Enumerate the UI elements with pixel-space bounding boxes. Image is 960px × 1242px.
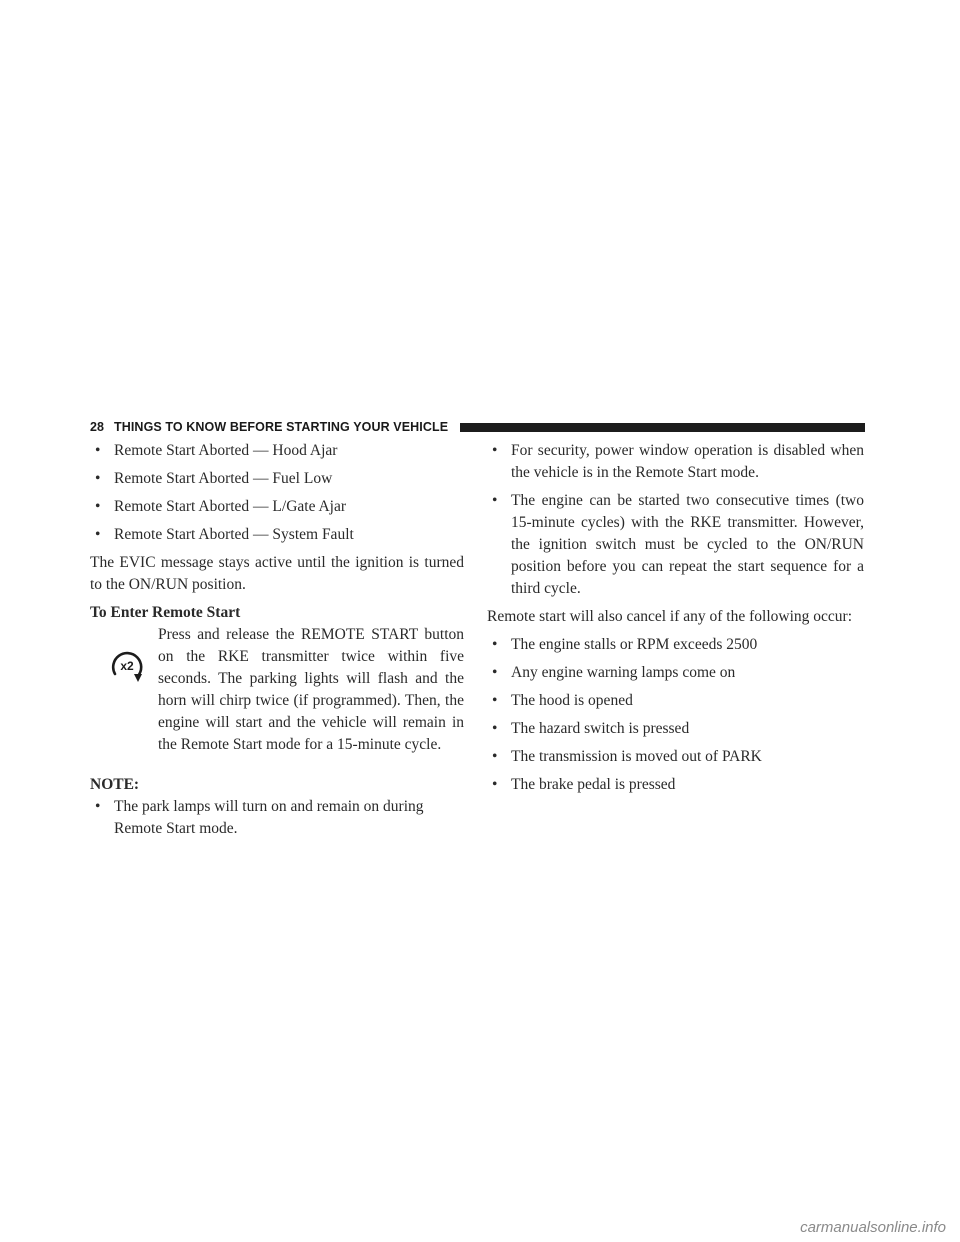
note-label: NOTE:: [90, 776, 140, 793]
bullet-item: • The engine can be started two consecutive times (two 15-minute cycles) with the RKE transmitter. However, the ignition switch must be cycled to the ON/RUN position before you can repeat the start sequence for a third cycle.: [492, 492, 864, 597]
bullet-item: • Remote Start Aborted — System Fault: [95, 526, 354, 543]
cancel-bullet-item: • The hood is opened: [492, 692, 633, 709]
remote-start-x2-icon: [107, 646, 147, 686]
header-rule: [460, 423, 865, 432]
bullet-item: • Remote Start Aborted — L/Gate Ajar: [95, 498, 347, 515]
evic-paragraph: The EVIC message stays active until the ignition is turned to the ON/RUN position.: [90, 554, 464, 593]
cancel-bullet-text: The brake pedal is pressed: [511, 776, 676, 793]
section-title: THINGS TO KNOW BEFORE STARTING YOUR VEHICLE: [114, 420, 449, 434]
note-bullet-text: The park lamps will turn on and remain on during Remote Start mode.: [114, 798, 424, 837]
remote-start-block: [90, 624, 464, 756]
cancel-bullet-text: Any engine warning lamps come on: [511, 664, 736, 681]
cancel-bullet-text: The transmission is moved out of PARK: [511, 748, 762, 765]
bullet-text: The engine can be started two consecutive times (two 15-minute cycles) with the RKE transmitter. However, the ignition switch must be cycled to the ON/RUN position before you can repeat the start sequence for a third cycle.: [511, 492, 864, 597]
cancel-bullet-item: • The brake pedal is pressed: [492, 776, 676, 793]
bullet-item: • Remote Start Aborted — Hood Ajar: [95, 442, 338, 459]
cancel-bullet-text: The hood is opened: [511, 692, 633, 709]
remote-start-text: Press and release the REMOTE START button on the RKE transmitter twice within five seconds. The parking lights will flash and the horn will chirp twice (if programmed). Then, the engine will start and the vehicle will remain in the Remote Start mode for a 15-minute cycle.: [158, 626, 464, 753]
bullet-item: • For security, power window operation is disabled when the vehicle is in the Remote Start mode.: [492, 442, 864, 481]
footer-watermark: carmanualsonline.info: [800, 1219, 946, 1236]
cancel-bullet-item: • The hazard switch is pressed: [492, 720, 690, 737]
cancel-bullet-item: • Any engine warning lamps come on: [492, 664, 736, 681]
cancel-paragraph: Remote start will also cancel if any of the following occur:: [487, 608, 852, 625]
cancel-bullet-text: The engine stalls or RPM exceeds 2500: [511, 636, 758, 653]
bullet-text: Remote Start Aborted — Fuel Low: [114, 470, 333, 487]
note-bullet-item: • The park lamps will turn on and remain on during Remote Start mode.: [95, 798, 424, 837]
left-column: [90, 440, 464, 846]
bullet-item: • Remote Start Aborted — Fuel Low: [95, 470, 333, 487]
bullet-text: For security, power window operation is disabled when the vehicle is in the Remote Start mode.: [511, 442, 864, 481]
bullet-text: Remote Start Aborted — System Fault: [114, 526, 354, 543]
right-column: [487, 440, 864, 802]
cancel-bullet-item: • The engine stalls or RPM exceeds 2500: [492, 636, 758, 653]
page-number: 28: [90, 420, 104, 434]
page-header: [90, 418, 865, 436]
bullet-text: Remote Start Aborted — L/Gate Ajar: [114, 498, 347, 515]
bullet-text: Remote Start Aborted — Hood Ajar: [114, 442, 338, 459]
cancel-bullet-item: • The transmission is moved out of PARK: [492, 748, 762, 765]
cancel-bullet-text: The hazard switch is pressed: [511, 720, 690, 737]
remote-start-heading: To Enter Remote Start: [90, 604, 241, 621]
svg-text:x2: x2: [120, 659, 134, 673]
